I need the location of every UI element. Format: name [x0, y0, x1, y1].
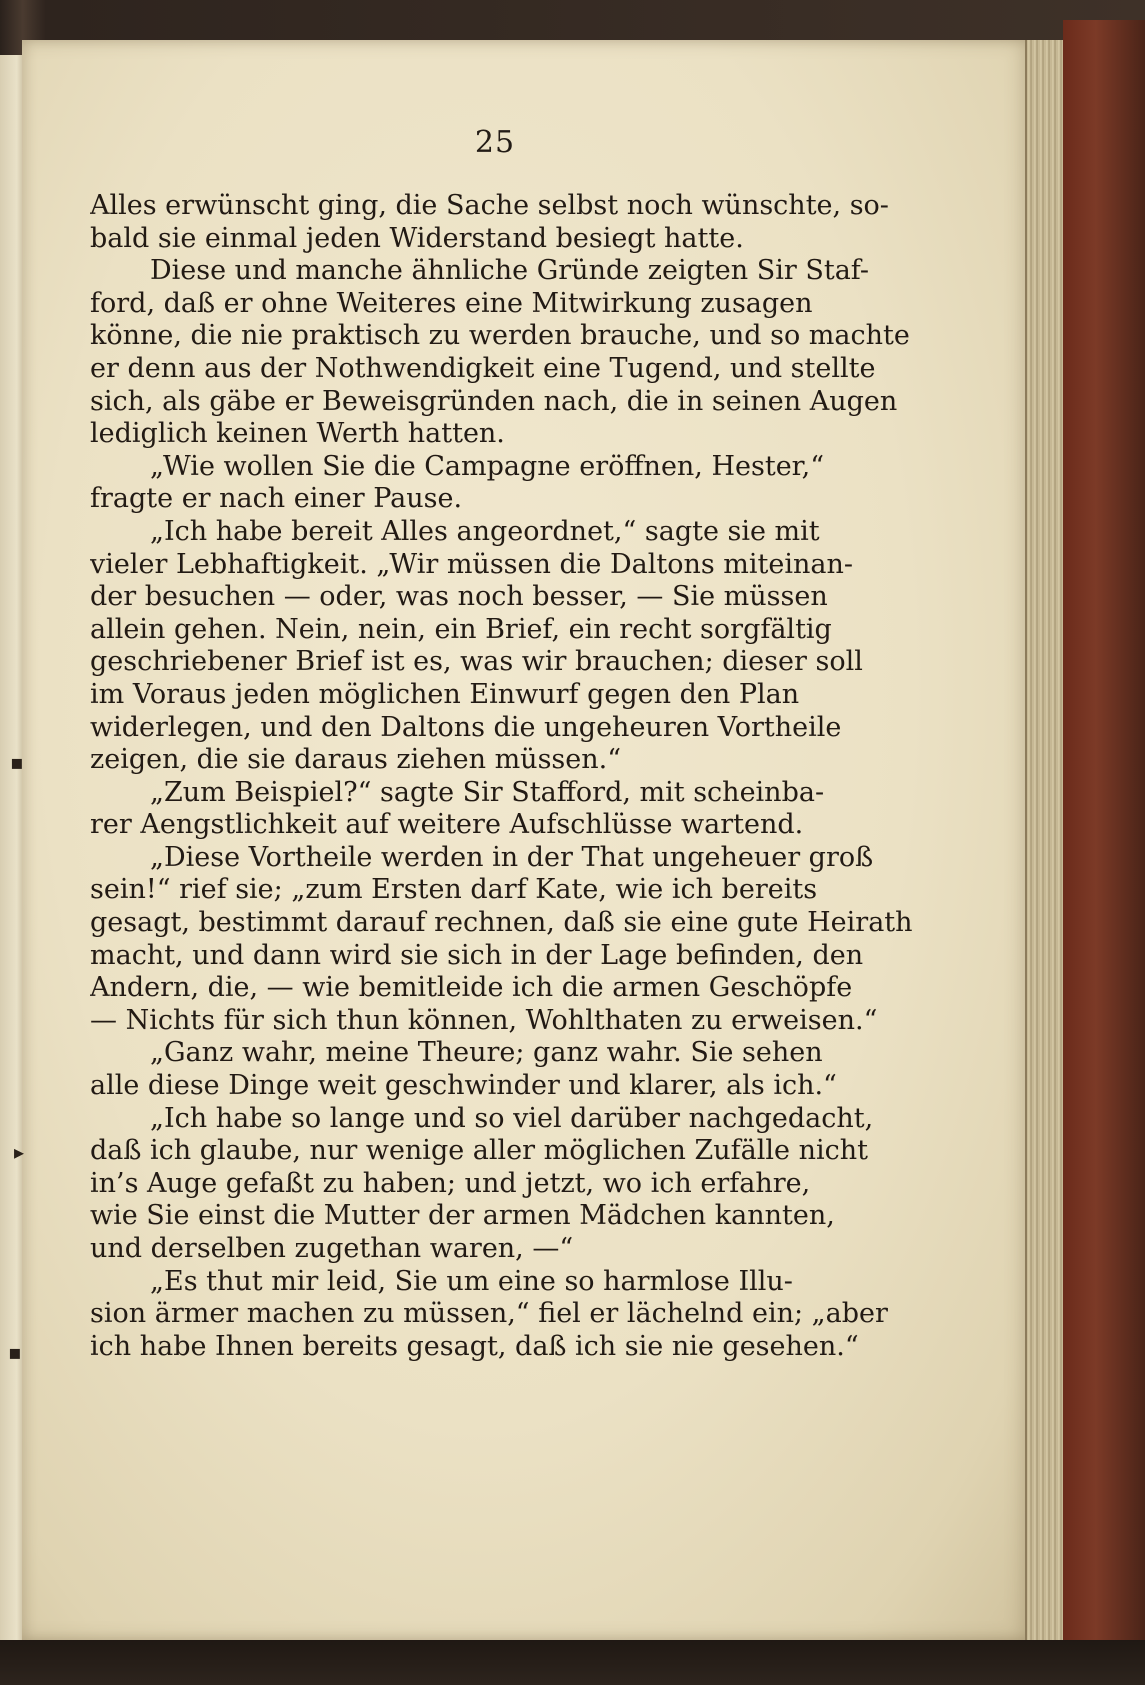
text-line: daß ich glaube, nur wenige aller möglichen Zufälle nicht	[90, 1135, 868, 1167]
text-line: gesagt, bestimmt darauf rechnen, daß sie eine gute Heirath	[90, 907, 913, 939]
text-line: der besuchen — oder, was noch besser, — Sie müssen	[90, 581, 828, 613]
text-line: wie Sie einst die Mutter der armen Mädchen kannten,	[90, 1200, 835, 1232]
text-line: ich habe Ihnen bereits gesagt, daß ich sie nie gesehen.“	[90, 1330, 859, 1362]
text-line: „Ich habe so lange und so viel darüber nachgedacht,	[150, 1102, 874, 1134]
text-line: „Wie wollen Sie die Campagne eröffnen, Hester,“	[150, 450, 825, 482]
text-line: „Zum Beispiel?“ sagte Sir Stafford, mit scheinba-	[150, 776, 825, 808]
text-line: er denn aus der Nothwendigkeit eine Tugend, und stellte	[90, 352, 876, 384]
text-line: „Ich habe bereit Alles angeordnet,“ sagte sie mit	[150, 515, 820, 547]
text-line: Andern, die, — wie bemitleide ich die armen Geschöpfe	[90, 972, 853, 1004]
text-line: „Ganz wahr, meine Theure; ganz wahr. Sie sehen	[150, 1037, 823, 1069]
text-line: „Es thut mir leid, Sie um eine so harmlose Illu-	[150, 1265, 793, 1297]
text-line: alle diese Dinge weit geschwinder und klarer, als ich.“	[90, 1070, 837, 1102]
text-line: geschriebener Brief ist es, was wir brauchen; dieser soll	[90, 646, 863, 678]
text-line: vieler Lebhaftigkeit. „Wir müssen die Daltons miteinan-	[90, 548, 853, 580]
text-line: zeigen, die sie daraus ziehen müssen.“	[90, 744, 622, 776]
book-cover	[1063, 20, 1145, 1685]
text-line: fragte er nach einer Pause.	[90, 483, 463, 515]
text-line: Alles erwünscht ging, die Sache selbst noch wünschte, so-	[90, 190, 889, 221]
text-line: Diese und manche ähnliche Gründe zeigten Sir Staf-	[150, 255, 869, 287]
text-line: sein!“ rief sie; „zum Ersten darf Kate, wie ich bereits	[90, 874, 818, 906]
text-line: ford, daß er ohne Weiteres eine Mitwirkung zusagen	[90, 287, 813, 319]
text-line: bald sie einmal jeden Widerstand besiegt hatte.	[90, 222, 744, 254]
text-line: könne, die nie praktisch zu werden brauche, und so machte	[90, 320, 910, 352]
text-line: im Voraus jeden möglichen Einwurf gegen den Plan	[90, 678, 800, 710]
text-line: rer Aengstlichkeit auf weitere Aufschlüsse wartend.	[90, 809, 804, 841]
body-text	[90, 190, 915, 1363]
text-line: sich, als gäbe er Beweisgründen nach, die in seinen Augen	[90, 385, 898, 417]
text-line: „Diese Vortheile werden in der That ungeheuer groß	[150, 841, 874, 873]
text-line: in’s Auge gefaßt zu haben; und jetzt, wo ich erfahre,	[90, 1167, 811, 1199]
text-line: macht, und dann wird sie sich in der Lage befinden, den	[90, 939, 864, 971]
text-line: — Nichts für sich thun können, Wohlthaten zu erweisen.“	[90, 1004, 878, 1036]
text-line: lediglich keinen Werth hatten.	[90, 418, 505, 450]
text-line: allein gehen. Nein, nein, ein Brief, ein recht sorgfältig	[90, 613, 832, 645]
margin-mark: ▪	[8, 1340, 22, 1364]
bottom-shadow	[0, 1640, 1145, 1685]
text-line: und derselben zugethan waren, —“	[90, 1233, 574, 1264]
margin-mark: ▸	[14, 1140, 25, 1164]
text-line: sion ärmer machen zu müssen,“ fiel er lächelnd ein; „aber	[90, 1298, 888, 1330]
margin-mark: ▪	[10, 750, 24, 774]
text-line: widerlegen, und den Daltons die ungeheuren Vortheile	[90, 711, 842, 743]
page-number: 25	[474, 125, 516, 160]
page-stack-edges	[1025, 40, 1065, 1640]
